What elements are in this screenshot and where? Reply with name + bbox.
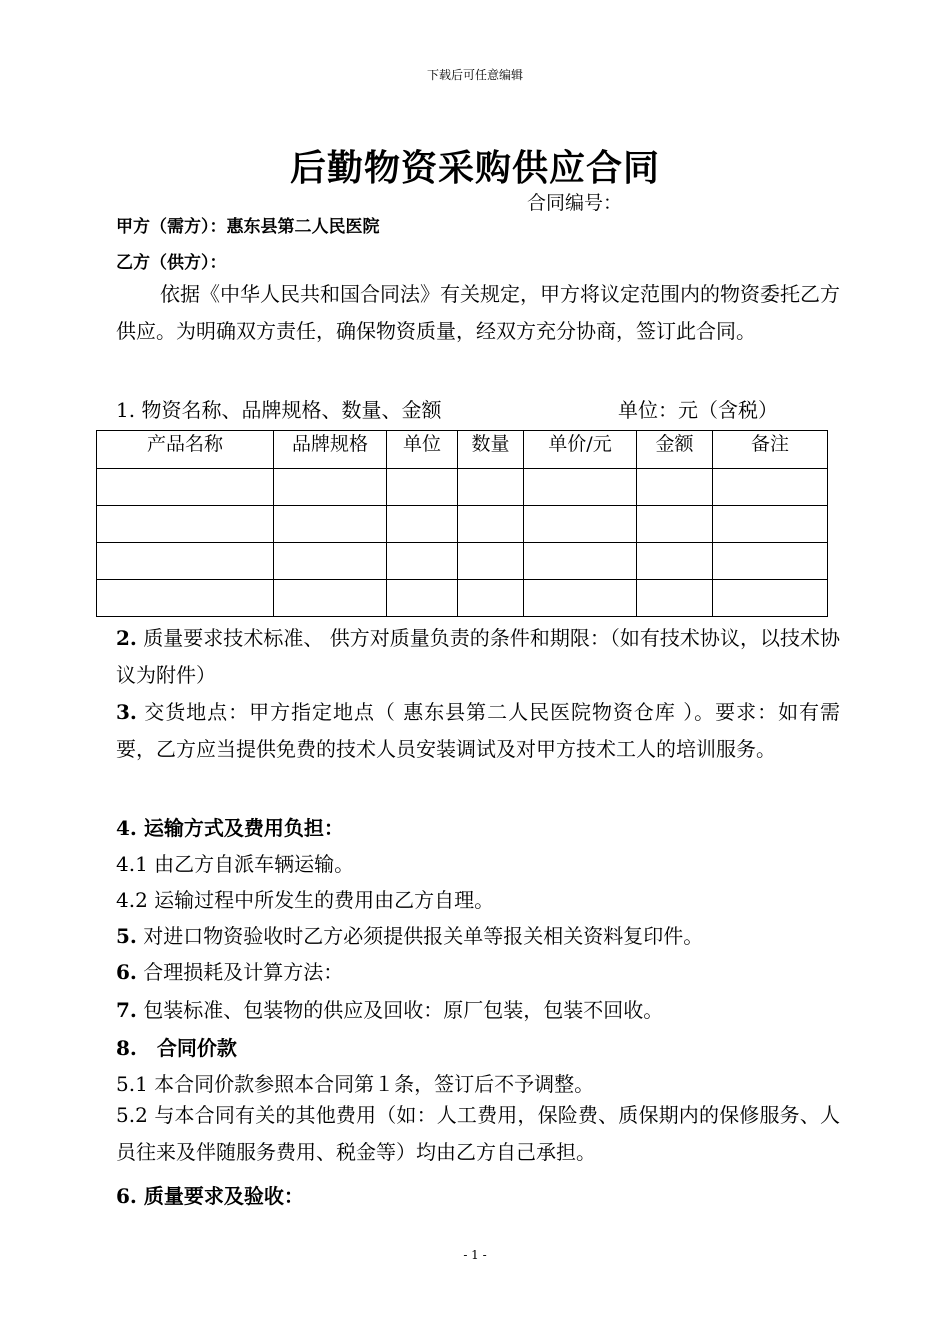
table-cell xyxy=(637,506,713,543)
clause-number: 6. xyxy=(116,960,137,984)
document-title: 后勤物资采购供应合同 xyxy=(289,147,660,189)
clause-3 xyxy=(116,694,840,768)
table-cell xyxy=(97,543,274,580)
clause-number: 3. xyxy=(116,700,137,724)
clause-number: 2. xyxy=(116,626,137,650)
header-note: 下载后可任意编辑 xyxy=(426,68,523,82)
table-cell xyxy=(387,469,458,506)
clause-6-quality-heading: 6. 质量要求及验收： xyxy=(116,1184,304,1208)
table-header-cell: 单价/元 xyxy=(524,431,637,469)
table-cell xyxy=(524,580,637,617)
table-cell xyxy=(524,543,637,580)
table-cell xyxy=(458,506,524,543)
table-cell xyxy=(713,469,828,506)
clause-number: 5. xyxy=(116,924,137,948)
table-cell xyxy=(274,469,387,506)
table-header-cell: 数量 xyxy=(458,431,524,469)
table-cell xyxy=(713,506,828,543)
clause-4-2: 4.2 运输过程中所发生的费用由乙方自理。 xyxy=(116,888,495,912)
clause-text: 合理损耗及计算方法： xyxy=(143,960,344,984)
table-row xyxy=(97,543,828,580)
table-cell xyxy=(458,469,524,506)
clause-text: 对进口物资验收时乙方必须提供报关单等报关相关资料复印件。 xyxy=(143,924,704,948)
table-row xyxy=(97,506,828,543)
clause-text: 交货地点：甲方指定地点（ 惠东县第二人民医院物资仓库 ）。要求：如有需要，乙方应当提供免费的技术人员安装调试及对甲方技术工人的培训服务。 xyxy=(116,700,841,761)
table-cell xyxy=(274,580,387,617)
table-cell xyxy=(637,469,713,506)
clause-text: 质量要求技术标准、 供方对质量负责的条件和期限：（如有技术协议，以技术协议为附件） xyxy=(116,626,841,687)
table-cell xyxy=(524,469,637,506)
contract-number-label: 合同编号： xyxy=(527,192,623,214)
section-1-label: 1. 物资名称、品牌规格、数量、金额 xyxy=(116,398,442,422)
table-header-row xyxy=(97,431,828,469)
page-number: - 1 - xyxy=(463,1248,487,1262)
table-header-cell: 品牌规格 xyxy=(274,431,387,469)
clause-5 xyxy=(116,920,703,949)
table-row xyxy=(97,580,828,617)
clause-8-heading: 8. 合同价款 xyxy=(116,1036,237,1060)
table-header-cell: 金额 xyxy=(637,431,713,469)
table-cell xyxy=(387,506,458,543)
party-b: 乙方（供方）： xyxy=(116,253,227,273)
clause-6 xyxy=(116,956,343,985)
clause-number: 7. xyxy=(116,998,137,1022)
table-cell xyxy=(458,543,524,580)
table-header-cell: 产品名称 xyxy=(97,431,274,469)
table-cell xyxy=(97,506,274,543)
table-cell xyxy=(387,543,458,580)
clause-text: 包装标准、包装物的供应及回收：原厂包装，包装不回收。 xyxy=(143,998,664,1022)
table-cell xyxy=(637,580,713,617)
table-cell xyxy=(387,580,458,617)
clause-4-heading: 4. 运输方式及费用负担： xyxy=(116,816,344,840)
items-table xyxy=(96,430,828,617)
table-cell xyxy=(713,543,828,580)
table-row xyxy=(97,469,828,506)
table-cell xyxy=(713,580,828,617)
unit-label: 单位：元（含税） xyxy=(618,398,778,422)
clause-5-2: 5.2 与本合同有关的其他费用（如：人工费用，保险费、质保期内的保修服务、人员往来及伴随服务费用、税金等）均由乙方自己承担。 xyxy=(116,1103,840,1164)
intro-paragraph xyxy=(116,276,840,350)
clause-4-1: 4.1 由乙方自派车辆运输。 xyxy=(116,852,355,876)
intro-text: 依据《中华人民共和国合同法》有关规定，甲方将议定范围内的物资委托乙方供应。为明确双方责任，确保物资质量，经双方充分协商，签订此合同。 xyxy=(116,282,840,343)
table-cell xyxy=(524,506,637,543)
clause-2 xyxy=(116,620,840,694)
clause-5-1: 5.1 本合同价款参照本合同第１条，签订后不予调整。 xyxy=(116,1072,595,1096)
table-cell xyxy=(274,543,387,580)
table-cell xyxy=(274,506,387,543)
party-a: 甲方（需方）：惠东县第二人民医院 xyxy=(116,217,380,237)
table-cell xyxy=(637,543,713,580)
table-cell xyxy=(458,580,524,617)
table-cell xyxy=(97,469,274,506)
table-header-cell: 备注 xyxy=(713,431,828,469)
table-header-cell: 单位 xyxy=(387,431,458,469)
clause-7 xyxy=(116,994,663,1023)
table-cell xyxy=(97,580,274,617)
